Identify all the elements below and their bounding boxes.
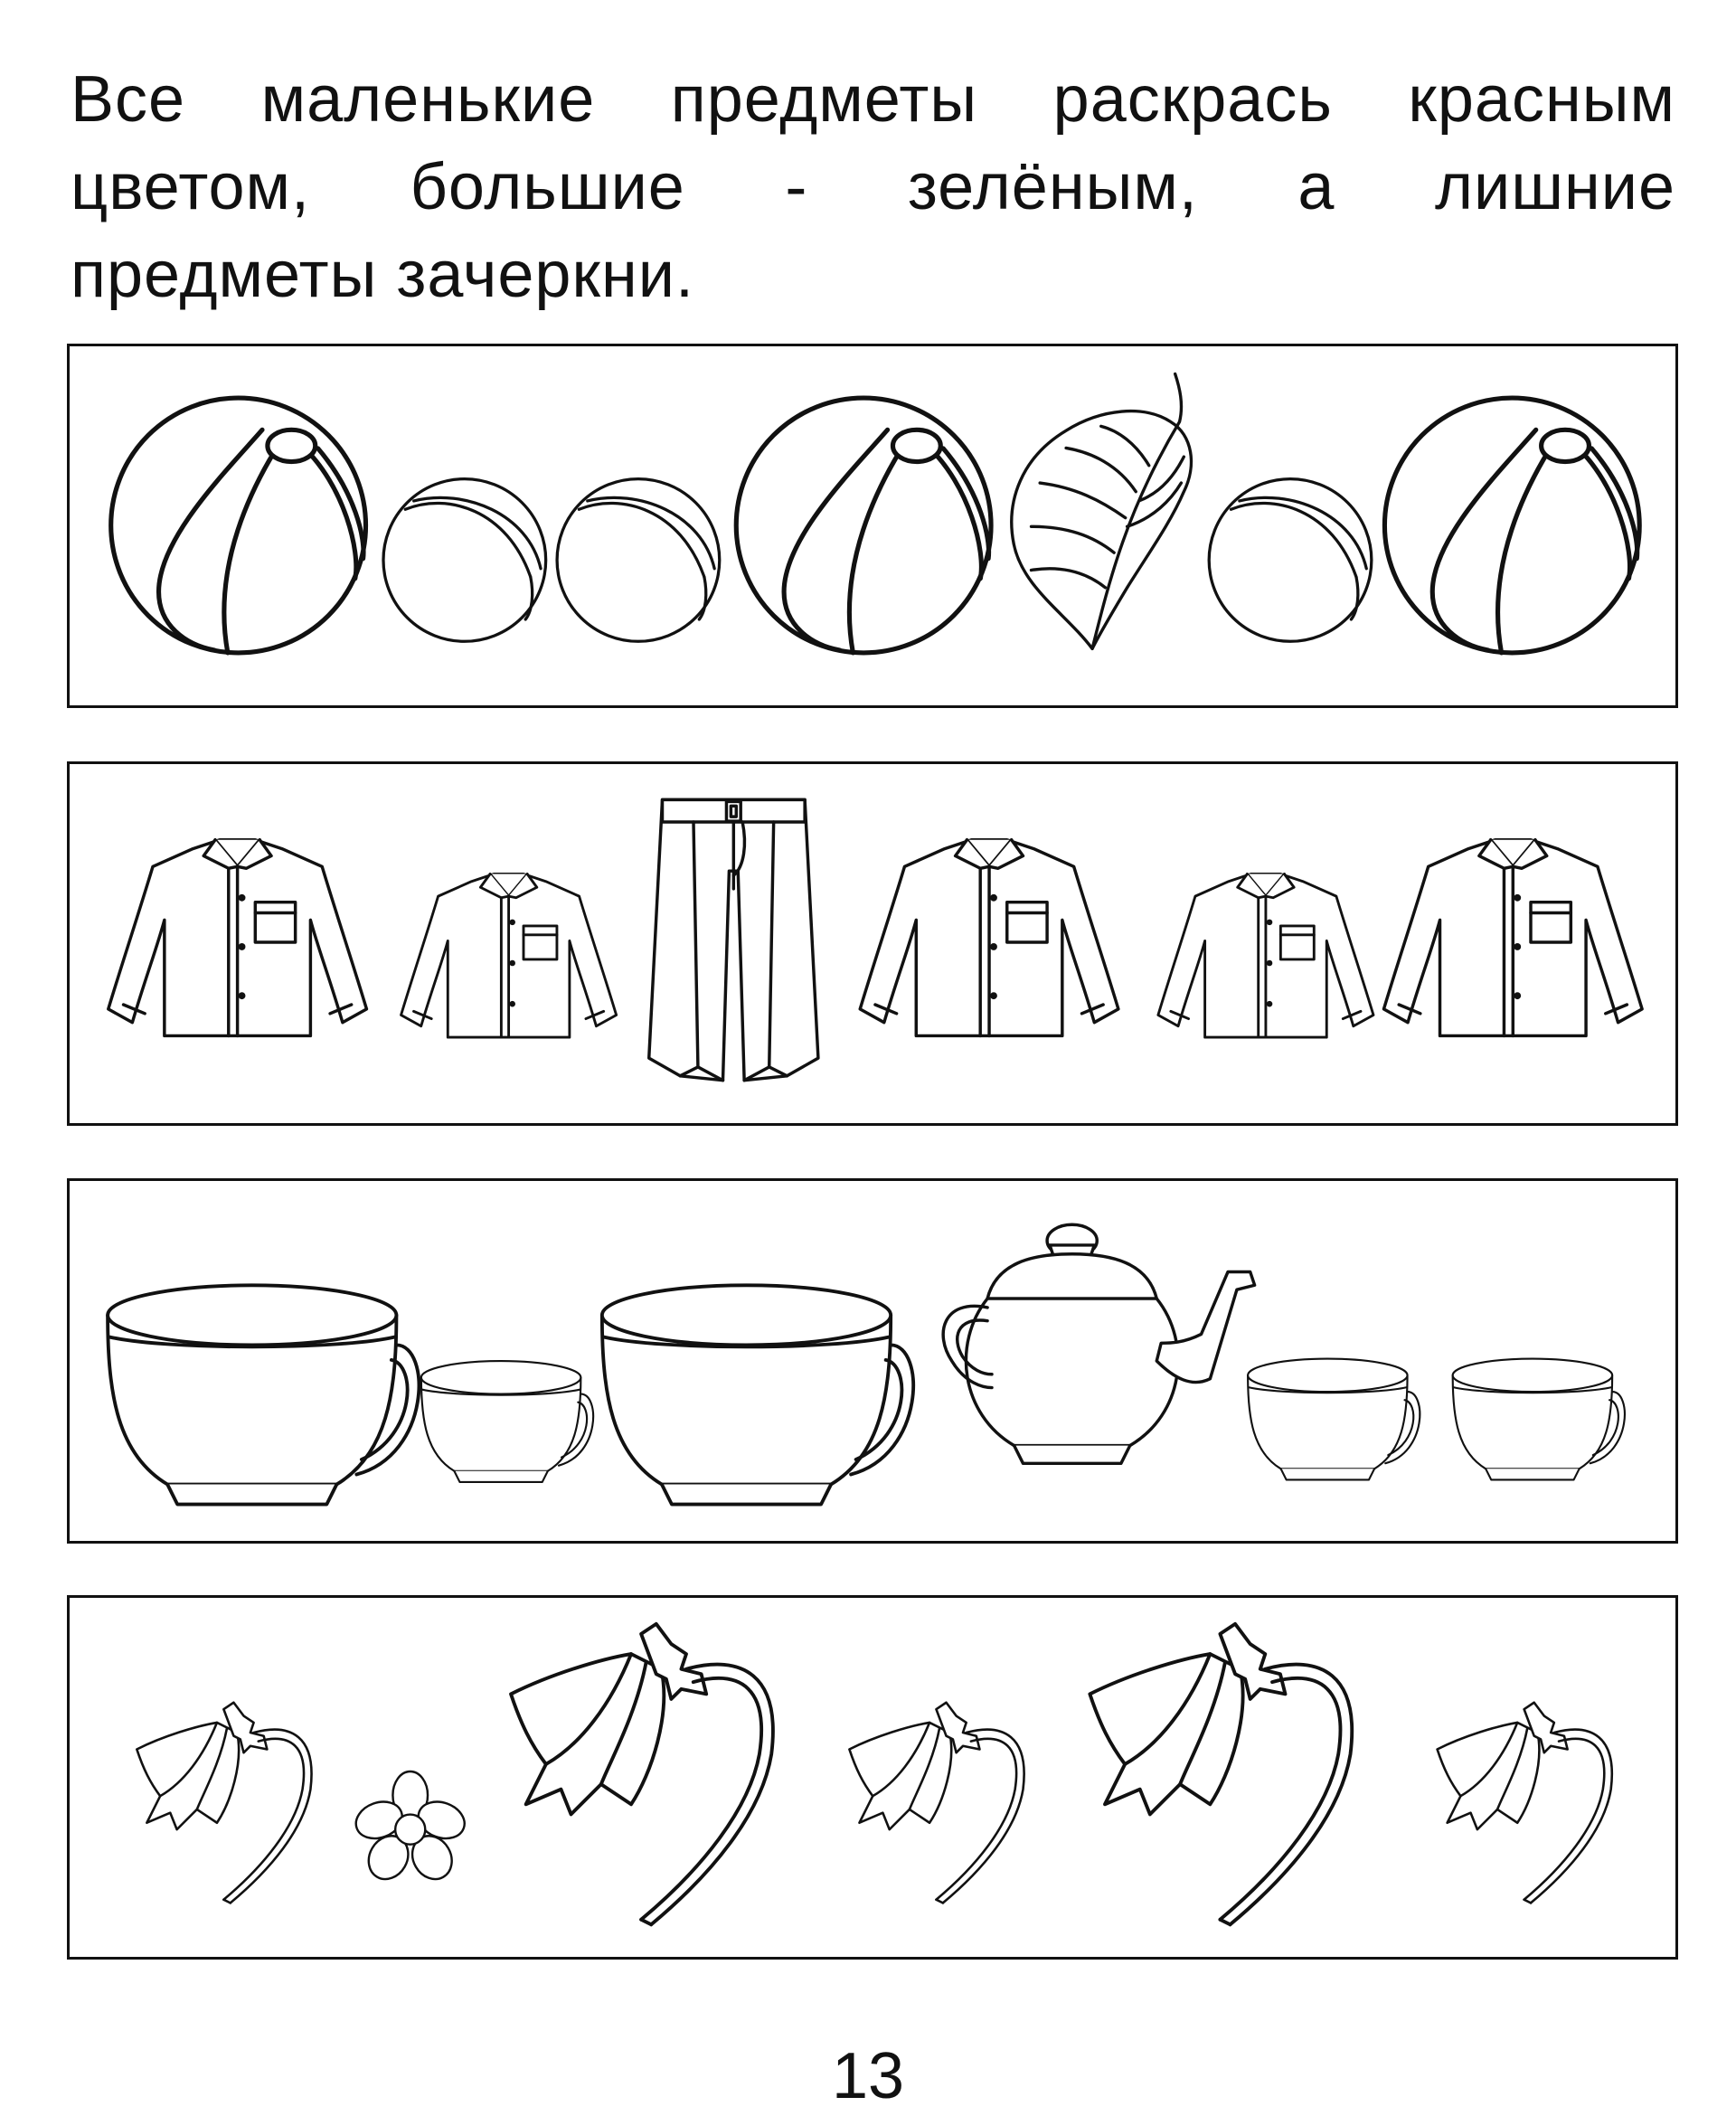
page-number: 13 xyxy=(831,2040,905,2112)
row-balls xyxy=(67,344,1678,708)
large-cup-icon[interactable] xyxy=(602,1285,913,1504)
small-bellflower-icon[interactable] xyxy=(137,1703,311,1903)
large-shirt-icon[interactable] xyxy=(108,840,367,1036)
row-flowers xyxy=(67,1595,1678,1960)
row-cups xyxy=(67,1178,1678,1544)
large-ball-icon[interactable] xyxy=(736,398,991,653)
small-ball-icon[interactable] xyxy=(557,479,720,642)
daisy-icon[interactable] xyxy=(351,1771,469,1886)
small-cup-icon[interactable] xyxy=(1453,1359,1625,1480)
leaf-icon[interactable] xyxy=(1012,373,1192,648)
large-bellflower-icon[interactable] xyxy=(1090,1624,1352,1924)
small-bellflower-icon[interactable] xyxy=(1438,1703,1612,1903)
small-cup-icon[interactable] xyxy=(1248,1359,1420,1480)
small-shirt-icon[interactable] xyxy=(401,874,617,1037)
teapot-icon[interactable] xyxy=(943,1224,1254,1463)
large-shirt-icon[interactable] xyxy=(860,840,1118,1036)
small-bellflower-icon[interactable] xyxy=(849,1703,1024,1903)
small-ball-icon[interactable] xyxy=(1209,479,1372,642)
large-ball-icon[interactable] xyxy=(1384,398,1639,653)
large-cup-icon[interactable] xyxy=(108,1285,419,1504)
small-cup-icon[interactable] xyxy=(421,1361,593,1482)
small-shirt-icon[interactable] xyxy=(1158,874,1373,1037)
large-ball-icon[interactable] xyxy=(111,398,366,653)
large-bellflower-icon[interactable] xyxy=(511,1624,773,1924)
instruction-line-1: Все маленькие предметы раскрась красным xyxy=(71,63,1675,136)
large-shirt-icon[interactable] xyxy=(1383,840,1642,1036)
instruction-line-3: предметы зачеркни. xyxy=(71,239,694,311)
row-shirts xyxy=(67,761,1678,1126)
trousers-icon[interactable] xyxy=(649,799,818,1080)
small-ball-icon[interactable] xyxy=(383,479,546,642)
instruction-line-2: цветом, большие - зелёным, а лишние xyxy=(71,151,1675,223)
task-instruction xyxy=(71,56,1675,319)
